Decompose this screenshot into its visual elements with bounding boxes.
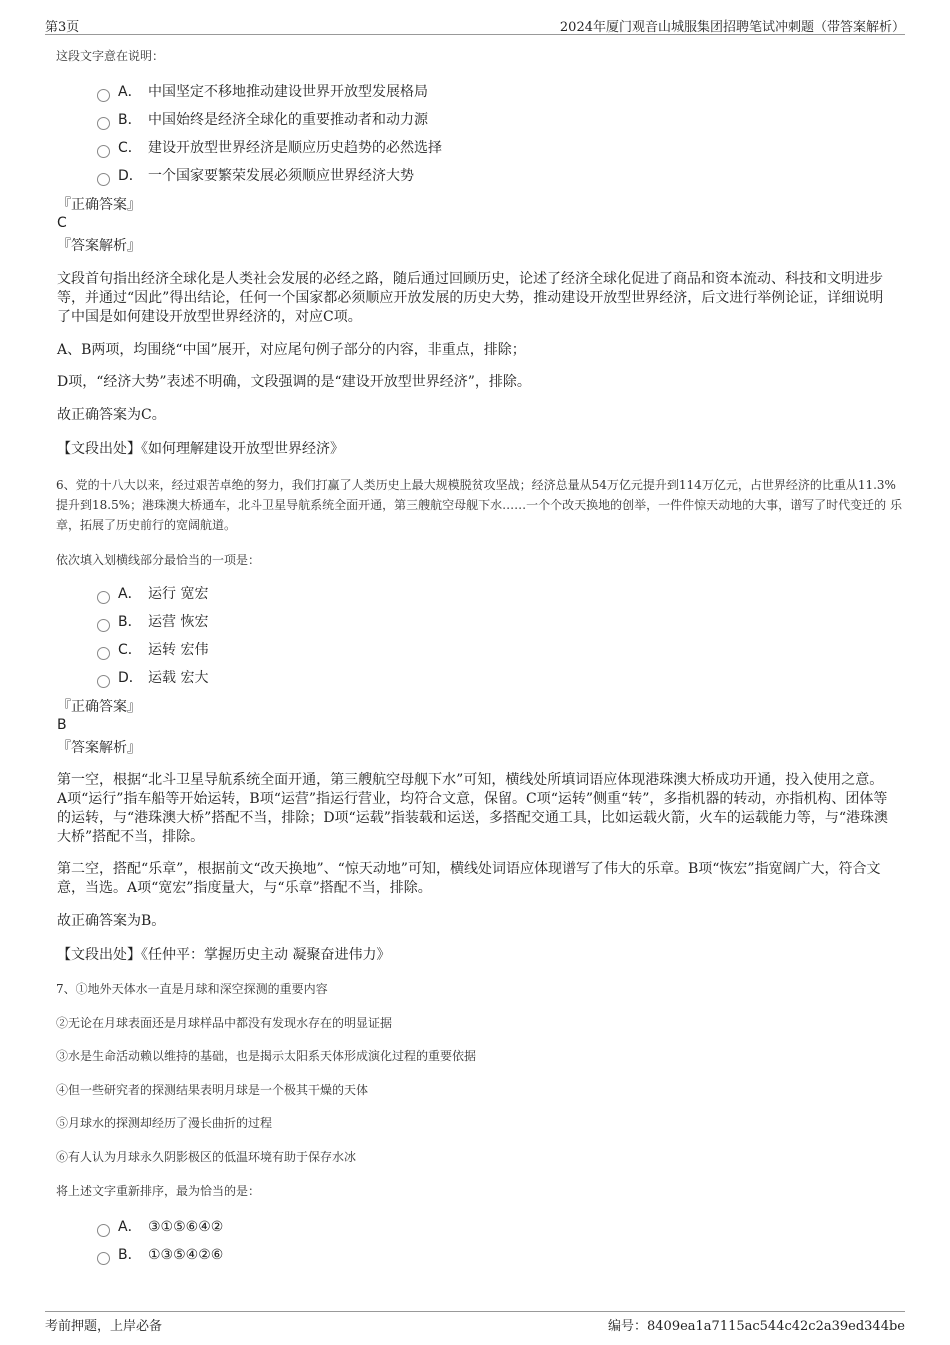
q6-analysis-paragraph: 第二空，搭配“乐章”，根据前文“改天换地”、“惊天动地”可知，横线处词语应体现谱写了伟大的乐章。B项“恢宏”指宽阔广大，符合文意，当选。A项“宽宏”指度量大，与“乐章”搭配不当，排除。 bbox=[57, 861, 881, 896]
q6-analysis-paragraph: 第一空，根据“北斗卫星导航系统全面开通，第三艘航空母舰下水”可知，横线处所填词语应体现港珠澳大桥成功开通，投入使用之意。A项“运行”指车船等开始运转，B项“运营”指运行营业，均符合文意，保留。C项“运转”侧重“转”，多指机器的转动，亦指机构、团体等的运转，与“港珠澳大桥”搭配不当，排除；D项“运载”指装载和运送，多搭配交通工具，比如运载火箭，火车的运载能力等，与“港珠澳大桥”搭配不当，排除。 bbox=[57, 772, 889, 845]
document-id: 编号：8409ea1a7115ac544c42c2a39ed344be bbox=[608, 1319, 905, 1334]
q6-analysis-conclusion: 故正确答案为B。 bbox=[57, 913, 166, 929]
page-number: 第3页 bbox=[45, 20, 80, 35]
q7-option-b[interactable]: B． ①③⑤④②⑥ bbox=[97, 1244, 223, 1266]
radio-icon[interactable] bbox=[97, 117, 110, 130]
radio-icon[interactable] bbox=[97, 89, 110, 102]
radio-icon[interactable] bbox=[97, 647, 110, 660]
q6-option-a[interactable]: A． 运行 宽宏 bbox=[97, 583, 208, 605]
page-footer bbox=[45, 1311, 905, 1334]
q5-analysis-paragraph: D项，“经济大势”表述不明确，文段强调的是“建设开放型世界经济”，排除。 bbox=[57, 374, 531, 390]
q5-option-d[interactable]: D． 一个国家要繁荣发展必须顺应世界经济大势 bbox=[97, 165, 414, 187]
document-title: 2024年厦门观音山城服集团招聘笔试冲刺题（带答案解析） bbox=[559, 20, 905, 35]
radio-icon[interactable] bbox=[97, 675, 110, 688]
q5-analysis-paragraph: A、B两项，均围绕“中国”展开，对应尾句例子部分的内容，非重点，排除； bbox=[57, 342, 526, 358]
q5-analysis-conclusion: 故正确答案为C。 bbox=[57, 407, 166, 423]
q6-stem: 6、党的十八大以来，经过艰苦卓绝的努力，我们打赢了人类历史上最大规模脱贫攻坚战；经济总量从54万亿元提升到114万亿元，占世界经济的比重从11.3%提升到18.5%；港珠澳大桥通车，北斗卫星导航系统全面开通，第三艘航空母舰下水……一个个改天换地的创举，一件件惊天动地的大事，谱写了时代变迁的 乐章，拓展了历史前行的宽阔航道。 bbox=[56, 478, 902, 532]
radio-icon[interactable] bbox=[97, 619, 110, 632]
q6-prompt: 依次填入划横线部分最恰当的一项是： bbox=[56, 553, 261, 567]
q7-sentence: ③水是生命活动赖以维持的基础，也是揭示太阳系天体形成演化过程的重要依据 bbox=[56, 1049, 477, 1063]
footer-slogan: 考前押题，上岸必备 bbox=[45, 1319, 163, 1334]
q7-sentence: ⑤月球水的探测却经历了漫长曲折的过程 bbox=[56, 1116, 273, 1130]
page-header bbox=[45, 14, 905, 35]
radio-icon[interactable] bbox=[97, 591, 110, 604]
q5-stem: 这段文字意在说明： bbox=[56, 49, 165, 63]
q5-analysis-paragraph: 文段首句指出经济全球化是人类社会发展的必经之路，随后通过回顾历史，论述了经济全球化促进了商品和资本流动、科技和文明进步等，并通过“因此”得出结论，任何一个国家都必须顺应开放发展的历史大势，推动建设开放型世界经济，后文进行举例论证，详细说明了中国是如何建设开放型世界经济的，对应C项。 bbox=[57, 271, 884, 325]
q6-answer-label: 『正确答案』 bbox=[57, 699, 141, 715]
q7-sentence: ④但一些研究者的探测结果表明月球是一个极其干燥的天体 bbox=[56, 1083, 369, 1097]
q5-option-c[interactable]: C． 建设开放型世界经济是顺应历史趋势的必然选择 bbox=[97, 137, 442, 159]
q5-answer: C bbox=[57, 215, 67, 231]
q6-source: 【文段出处】《任仲平：掌握历史主动 凝聚奋进伟力》 bbox=[57, 947, 391, 963]
q5-option-a[interactable]: A． 中国坚定不移地推动建设世界开放型发展格局 bbox=[97, 81, 428, 103]
q6-option-d[interactable]: D． 运载 宏大 bbox=[97, 667, 208, 689]
q5-answer-label: 『正确答案』 bbox=[57, 197, 141, 213]
q7-sentence: ⑥有人认为月球永久阴影极区的低温环境有助于保存水冰 bbox=[56, 1150, 357, 1164]
q7-prompt: 将上述文字重新排序，最为恰当的是： bbox=[56, 1184, 261, 1198]
radio-icon[interactable] bbox=[97, 173, 110, 186]
radio-icon[interactable] bbox=[97, 1224, 110, 1237]
radio-icon[interactable] bbox=[97, 1252, 110, 1265]
q6-analysis-label: 『答案解析』 bbox=[57, 740, 141, 756]
q6-answer: B bbox=[57, 717, 67, 733]
q6-option-c[interactable]: C． 运转 宏伟 bbox=[97, 639, 208, 661]
q7-option-a[interactable]: A． ③①⑤⑥④② bbox=[97, 1216, 223, 1238]
q6-option-b[interactable]: B． 运营 恢宏 bbox=[97, 611, 208, 633]
radio-icon[interactable] bbox=[97, 145, 110, 158]
q7-sentence: ②无论在月球表面还是月球样品中都没有发现水存在的明显证据 bbox=[56, 1016, 393, 1030]
q5-source: 【文段出处】《如何理解建设开放型世界经济》 bbox=[57, 441, 344, 457]
q7-sentence: 7、①地外天体水一直是月球和深空探测的重要内容 bbox=[56, 982, 328, 996]
q5-option-b[interactable]: B． 中国始终是经济全球化的重要推动者和动力源 bbox=[97, 109, 428, 131]
q5-analysis-label: 『答案解析』 bbox=[57, 238, 141, 254]
